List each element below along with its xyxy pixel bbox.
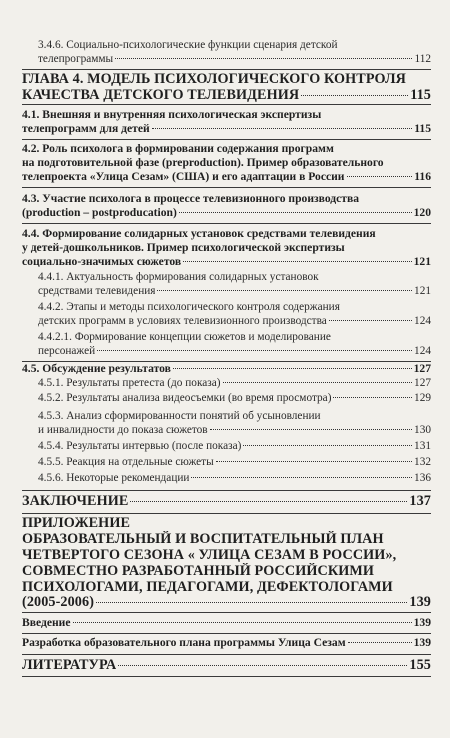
dot-leader: [191, 477, 412, 478]
section-title: (production – postproducation): [22, 206, 177, 219]
toc-section-4-3-line-1: [0, 192, 450, 205]
section-title: на подготовительной фазе (preproduction). Пример образовательного: [22, 156, 384, 169]
dot-leader: [173, 368, 412, 369]
toc-section-4-5: [0, 362, 450, 375]
toc-entry-title: 4.4.1. Актуальность формирования солидарных установок: [38, 271, 319, 283]
divider: [22, 104, 431, 105]
toc-section-4-4-line-3: [0, 255, 450, 268]
toc-section-4-2-line-1: [0, 142, 450, 155]
toc-entry-4-4-2-1-line-2: [0, 345, 450, 357]
toc-entry-title: 4.5.2. Результаты анализа видеосъемки (во время просмотра): [38, 392, 332, 404]
appendix-title: ОБРАЗОВАТЕЛЬНЫЙ И ВОСПИТАТЕЛЬНЫЙ ПЛАН: [22, 531, 384, 547]
toc-entry-4-5-1: [0, 377, 450, 389]
dot-leader: [115, 58, 412, 59]
toc-entry-title: 4.4.2.1. Формирование концепции сюжетов и моделирование: [38, 331, 331, 343]
divider: [22, 139, 431, 140]
chapter-title: ЗАКЛЮЧЕНИЕ: [22, 493, 129, 509]
appendix-title: СОВМЕСТНО РАЗРАБОТАННЫЙ РОССИЙСКИМИ: [22, 563, 375, 579]
section-title: Разработка образовательного плана программы Улица Сезам: [22, 636, 346, 649]
toc-literature: [0, 657, 450, 674]
section-title: 4.3. Участие психолога в процессе телевизионного производства: [22, 192, 360, 205]
toc-entry-title: 3.4.6. Социально-психологические функции сценария детской: [38, 39, 338, 51]
page-number: 112: [414, 53, 431, 65]
toc-entry-4-5-2: [0, 392, 450, 404]
toc-appendix-line-6: [0, 594, 450, 611]
chapter-title: КАЧЕСТВА ДЕТСКОГО ТЕЛЕВИДЕНИЯ: [22, 87, 300, 103]
dot-leader: [329, 320, 412, 321]
toc-entry-4-5-5: [0, 456, 450, 468]
chapter-title: ЛИТЕРАТУРА: [22, 657, 117, 673]
toc-entry-4-4-1-line-2: [0, 285, 450, 297]
dot-leader: [301, 95, 408, 96]
section-title: 4.4. Формирование солидарных установок средствами телевидения: [22, 227, 376, 240]
page-number: 127: [414, 377, 431, 389]
dot-leader: [157, 290, 412, 291]
toc-entry-4-4-2-line-1: [0, 301, 450, 313]
toc-section-4-1-line-1: [0, 108, 450, 121]
page-number: 124: [414, 345, 431, 357]
section-title: телепроекта «Улица Сезам» (США) и его адаптации в России: [22, 170, 345, 183]
toc-entry-title: 4.5.3. Анализ сформированности понятий об усыновлении: [38, 410, 321, 422]
toc-section-4-2-line-3: [0, 170, 450, 183]
chapter-title: ГЛАВА 4. МОДЕЛЬ ПСИХОЛОГИЧЕСКОГО КОНТРОЛЯ: [22, 71, 406, 87]
toc-appendix-line-4: [0, 563, 450, 580]
section-title: 4.1. Внешняя и внутренняя психологическая экспертизы: [22, 108, 322, 121]
page-number: 121: [413, 255, 431, 268]
section-title: социально-значимых сюжетов: [22, 255, 182, 268]
toc-entry-4-5-6: [0, 472, 450, 484]
dot-leader: [130, 501, 407, 502]
toc-entry-3-4-6-line-1: [0, 39, 450, 51]
toc-entry-title: 4.5.5. Реакция на отдельные сюжеты: [38, 456, 214, 468]
toc-entry-4-5-3-line-2: [0, 424, 450, 436]
toc-entry-4-5-3-line-1: [0, 410, 450, 422]
toc-appendix-line-3: [0, 547, 450, 564]
toc-section-4-1-line-2: [0, 122, 450, 135]
page-number: 136: [414, 472, 431, 484]
dot-leader: [152, 128, 413, 129]
dot-leader: [210, 429, 412, 430]
divider: [22, 633, 431, 634]
toc-section-4-4-line-2: [0, 241, 450, 254]
page-number: 139: [413, 616, 431, 629]
page-number: 120: [413, 206, 431, 219]
divider: [22, 513, 431, 514]
page-number: 130: [414, 424, 431, 436]
toc-entry-title: 4.5.4. Результаты интервью (после показа): [38, 440, 242, 452]
toc-entry-title: 4.5.6. Некоторые рекомендации: [38, 472, 190, 484]
dot-leader: [347, 176, 413, 177]
page-number: 115: [414, 122, 431, 135]
divider: [22, 223, 431, 224]
toc-chapter-4-line-1: [0, 71, 450, 88]
toc-section-4-3-line-2: [0, 206, 450, 219]
divider: [22, 612, 431, 613]
dot-leader: [348, 642, 412, 643]
page-number: 127: [413, 362, 431, 375]
page-number: 129: [414, 392, 431, 404]
section-title: 4.5. Обсуждение результатов: [22, 362, 171, 375]
dot-leader: [223, 382, 413, 383]
appendix-title: ПСИХОЛОГАМИ, ПЕДАГОГАМИ, ДЕФЕКТОЛОГАМИ: [22, 579, 393, 595]
toc-appendix-line-2: [0, 531, 450, 548]
section-title: Введение: [22, 616, 71, 629]
divider: [22, 187, 431, 188]
toc-entry-title: персонажей: [38, 345, 96, 357]
appendix-title: (2005-2006): [22, 594, 95, 610]
divider: [22, 490, 431, 491]
divider: [22, 654, 431, 655]
toc-entry-4-4-2-line-2: [0, 315, 450, 327]
toc-entry-title: и инвалидности до показа сюжетов: [38, 424, 208, 436]
page-number: 155: [409, 657, 431, 673]
dot-leader: [118, 665, 407, 666]
toc-entry-4-4-2-1-line-1: [0, 331, 450, 343]
page-number: 132: [414, 456, 431, 468]
section-title: у детей-дошкольников. Пример психологической экспертизы: [22, 241, 345, 254]
toc-entry-4-5-4: [0, 440, 450, 452]
page-number: 124: [414, 315, 431, 327]
dot-leader: [183, 261, 411, 262]
toc-appendix-line-1: [0, 515, 450, 532]
toc-appendix-plan: [0, 636, 450, 649]
dot-leader: [96, 602, 407, 603]
page-number: 137: [409, 493, 431, 509]
toc-appendix-intro: [0, 616, 450, 629]
page-number: 115: [410, 87, 431, 103]
toc-conclusion: [0, 493, 450, 510]
toc-section-4-2-line-2: [0, 156, 450, 169]
dot-leader: [179, 212, 412, 213]
page-number: 139: [409, 594, 431, 610]
section-title: 4.2. Роль психолога в формировании содержания программ: [22, 142, 334, 155]
page-number: 116: [414, 170, 431, 183]
dot-leader: [216, 461, 412, 462]
divider: [22, 69, 431, 70]
toc-entry-title: детских программ в условиях телевизионного производства: [38, 315, 327, 327]
appendix-title: ЧЕТВЕРТОГО СЕЗОНА « УЛИЦА СЕЗАМ В РОССИИ»,: [22, 547, 397, 563]
toc-chapter-4-line-2: [0, 87, 450, 104]
toc-entry-3-4-6-line-2: [0, 53, 450, 65]
divider: [22, 676, 431, 677]
page-number: 131: [414, 440, 431, 452]
page-number: 121: [414, 285, 431, 297]
page-number: 139: [413, 636, 431, 649]
dot-leader: [97, 350, 412, 351]
toc-entry-title: 4.4.2. Этапы и методы психологического контроля содержания: [38, 301, 340, 313]
dot-leader: [73, 622, 412, 623]
dot-leader: [243, 445, 412, 446]
appendix-title: ПРИЛОЖЕНИЕ: [22, 515, 131, 531]
dot-leader: [333, 397, 412, 398]
section-title: телепрограмм для детей: [22, 122, 150, 135]
toc-entry-title: средствами телевидения: [38, 285, 156, 297]
toc-entry-title: телепрограммы: [38, 53, 114, 65]
toc-entry-4-4-1-line-1: [0, 271, 450, 283]
toc-section-4-4-line-1: [0, 227, 450, 240]
toc-entry-title: 4.5.1. Результаты претеста (до показа): [38, 377, 221, 389]
